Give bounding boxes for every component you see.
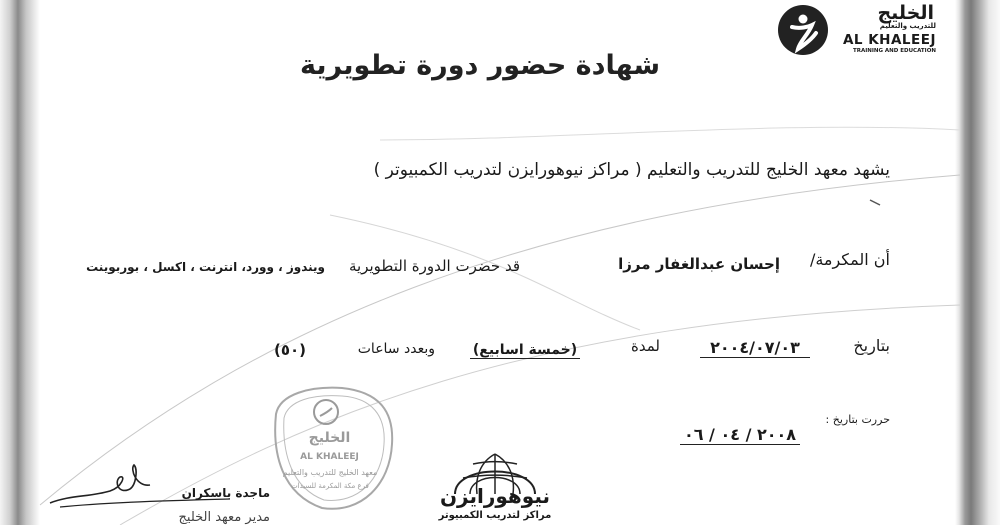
hours-label: وبعدد ساعات bbox=[357, 341, 435, 357]
stamp-text-ar: الخليج bbox=[308, 430, 351, 446]
issued-date: ٢٠٠٨ / ٠٤ / ٠٦ bbox=[680, 425, 800, 445]
signature-scribble bbox=[40, 455, 240, 515]
hours-value: (٥٠) bbox=[273, 341, 307, 359]
logo-arabic-name: الخليج bbox=[877, 2, 934, 24]
al-khaleej-logo bbox=[778, 4, 938, 56]
stamp-text-en: AL KHALEEJ bbox=[300, 452, 359, 462]
institute-stamp bbox=[262, 384, 397, 514]
stamp-text-line: معهد الخليج للتدريب والتعليم bbox=[282, 468, 378, 477]
signatory-title: مدير معهد الخليج bbox=[178, 510, 270, 525]
attended-label: قد حضرت الدورة التطويرية bbox=[349, 257, 520, 275]
stamp-text-branch: فرع مكة المكرمة للسيدات bbox=[291, 482, 369, 490]
certificate-title: شهادة حضور دورة تطويرية bbox=[300, 50, 660, 81]
recipient-label: أن المكرمة/ bbox=[809, 250, 890, 269]
logo-english-name: AL KHALEEJ bbox=[842, 32, 936, 48]
logo-arabic-tagline: للتدريب والتعليم bbox=[879, 22, 936, 30]
recipient-name: إحسان عبدالغفار مرزا bbox=[618, 255, 780, 273]
course-date: ٢٠٠٤/٠٧/٠٣ bbox=[700, 338, 810, 358]
duration-value: (خمسة اسابيع) bbox=[470, 342, 580, 359]
course-list: ويندوز ، وورد، انترنت ، اكسل ، بوربوينت bbox=[86, 260, 325, 274]
stamp-seal-icon bbox=[262, 384, 397, 514]
new-horizons-subtitle: مراكز لتدريب الكمبيوتر bbox=[438, 510, 552, 521]
certifies-statement: يشهد معهد الخليج للتدريب والتعليم ( مراكز نيوهورايزن لتدريب الكمبيوتر ) bbox=[373, 160, 890, 180]
new-horizons-logo bbox=[425, 448, 565, 525]
signatory-name: ماجدة باسكران bbox=[181, 486, 270, 500]
issued-label: حررت بتاريخ : bbox=[825, 413, 890, 426]
date-label: بتاريخ bbox=[853, 336, 890, 355]
al-khaleej-emblem-icon bbox=[778, 5, 828, 55]
new-horizons-name: نيوهورايزن bbox=[439, 484, 550, 508]
logo-english-tagline: TRAINING AND EDUCATION bbox=[852, 48, 936, 54]
duration-label: لمدة bbox=[631, 337, 660, 355]
